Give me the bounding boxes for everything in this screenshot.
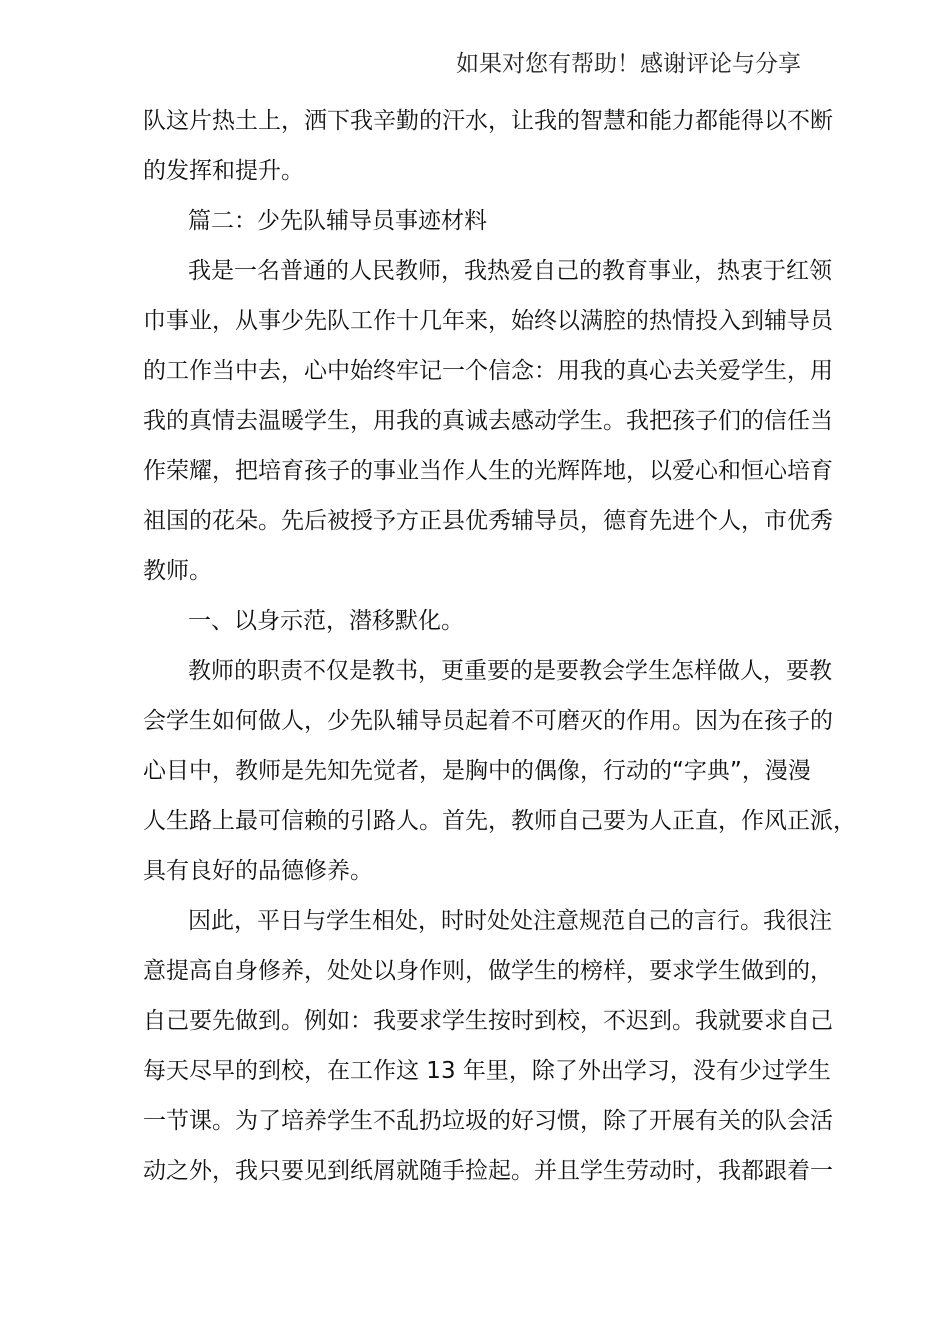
text-line: 人生路上最可信赖的引路人。首先，教师自己要为人正直，作风正派， — [143, 808, 856, 834]
text-line: 的工作当中去，心中始终牢记一个信念：用我的真心去关爱学生，用 — [143, 358, 833, 384]
text-line: 我的真情去温暖学生，用我的真诚去感动学生。我把孩子们的信任当 — [143, 408, 833, 434]
text-line: 一节课。为了培养学生不乱扔垃圾的好习惯，除了开展有关的队会活 — [143, 1108, 833, 1134]
section-heading: 篇二：少先队辅导员事迹材料 — [188, 208, 487, 234]
header-note: 如果对您有帮助！感谢评论与分享 — [456, 51, 801, 77]
text-line: 教师的职责不仅是教书，更重要的是要教会学生怎样做人，要教 — [188, 658, 832, 684]
text-line: 队这片热土上，洒下我辛勤的汗水，让我的智慧和能力都能得以不断 — [143, 108, 833, 134]
text-line: 因此，平日与学生相处，时时处处注意规范自己的言行。我很注 — [188, 908, 832, 934]
text-line: 我是一名普通的人民教师，我热爱自己的教育事业，热衷于红领 — [188, 258, 832, 284]
text-line: 的发挥和提升。 — [143, 158, 304, 184]
text-line: 教师。 — [143, 558, 212, 584]
text-line: 作荣耀，把培育孩子的事业当作人生的光辉阵地，以爱心和恒心培育 — [143, 458, 833, 484]
text-line: 具有良好的品德修养。 — [143, 858, 373, 884]
text-line: 心目中，教师是先知先觉者，是胸中的偶像，行动的“字典”，漫漫 — [143, 758, 811, 784]
text-line: 会学生如何做人，少先队辅导员起着不可磨灭的作用。因为在孩子的 — [143, 708, 833, 734]
text-line: 自己要先做到。例如：我要求学生按时到校，不迟到。我就要求自己 — [143, 1008, 833, 1034]
text-line: 每天尽早的到校，在工作这 13 年里，除了外出学习，没有少过学生 — [143, 1058, 831, 1084]
text-line: 动之外，我只要见到纸屑就随手捡起。并且学生劳动时，我都跟着一 — [143, 1158, 833, 1184]
text-line: 巾事业，从事少先队工作十几年来，始终以满腔的热情投入到辅导员 — [143, 308, 833, 334]
document-body — [143, 96, 856, 1196]
text-line: 祖国的花朵。先后被授予方正县优秀辅导员，德育先进个人，市优秀 — [143, 508, 833, 534]
text-line: 意提高自身修养，处处以身作则，做学生的榜样，要求学生做到的， — [143, 958, 833, 984]
subsection-heading: 一、以身示范，潜移默化。 — [188, 608, 464, 634]
